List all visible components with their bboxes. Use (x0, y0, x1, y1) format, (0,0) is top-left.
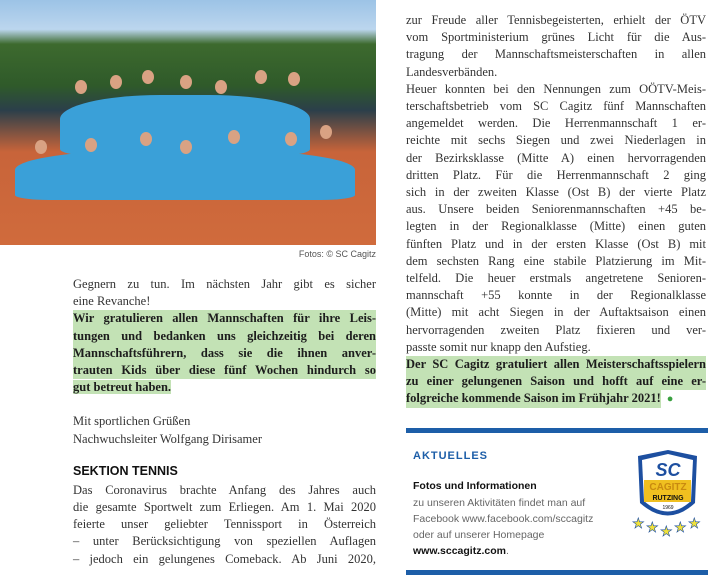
svg-text:★: ★ (646, 521, 659, 536)
signoff-line: Nachwuchsleiter Wolfgang Dirisamer (73, 431, 262, 446)
svg-text:★: ★ (632, 517, 645, 532)
svg-text:1969: 1969 (662, 505, 674, 511)
text-line: feierte unser geliebter Tennissport in Österreich (73, 517, 376, 532)
closing-highlight (406, 356, 706, 409)
text-line: telfeld. Die heuer erstmals angetretene Senioren- (406, 271, 706, 286)
svg-text:CAGITZ: CAGITZ (649, 482, 687, 493)
text-line: (Mitte) mit acht Siegen in der Auftaktsaison einen (406, 305, 706, 320)
text-line: Gegnern zu tun. Im nächsten Jahr gibt es sicher (73, 277, 376, 291)
text-line: terschaftsbetrieb vom SC Cagitz fünf Mannschaften (406, 99, 706, 114)
text-line: legten in der Regionalklasse (Mitte) einen guten (406, 219, 706, 234)
text-line: tragung der Mannschaftsmeisterschaften in allen (406, 47, 706, 62)
text-line: aus. Unsere beiden Seniorenmannschaften +45 be- (406, 202, 706, 217)
sc-cagitz-logo (630, 448, 705, 543)
text-line: mannschaft +55 konnte in der Regionalklasse (406, 288, 706, 303)
text-line: angemeldet werden. Die Herrenmannschaft 1 er- (406, 116, 706, 131)
text-line[interactable]: Facebook www.facebook.com/sccagitz (413, 512, 594, 525)
highlight-line: Der SC Cagitz gratuliert allen Meisterschaftsspielern (406, 356, 706, 373)
right-column (406, 12, 706, 409)
text-line: Landesverbänden. (406, 64, 498, 79)
text-line: dritten Platz. Für die Herrenmannschaft 2 ging (406, 167, 706, 182)
homepage-link[interactable]: www.sccagitz.com (413, 545, 506, 558)
team-photo (0, 0, 376, 245)
text-line: dem sechsten Rang eine stabile Platzierung im Mit- (406, 253, 706, 268)
text-line: – jedoch ein gelungenes Comeback. Ab Juni 2020, (73, 551, 376, 566)
photo-caption: Fotos: © SC Cagitz (298, 249, 376, 259)
text-line: eine Revanche! (73, 294, 151, 309)
text-line: oder auf unserer Homepage (413, 529, 545, 542)
highlight-line: Wir gratulieren allen Mannschaften für ihre Leis- (73, 310, 376, 327)
text-line: zu unseren Aktivitäten findet man auf (413, 496, 586, 509)
punctuation: . (505, 545, 509, 558)
text-line: der Bezirksklasse (Mitte A) einen hervorragenden (406, 150, 706, 165)
svg-text:SC: SC (655, 460, 681, 480)
tennis-ball-icon: ● (666, 393, 674, 406)
text-line: zur Freude aller Tennisbegeisterten, erhielt der ÖTV (406, 13, 706, 27)
highlight-line: trauten Kids über diese fünf Wochen hindurch so (73, 362, 376, 379)
text-line: reichte mit sechs Siegen und zwei Niederlagen in (406, 133, 706, 148)
highlight-text: gut betreut haben. (73, 380, 172, 395)
text-line: sich in der zweiten Klasse (Ost B) der vierte Platz (406, 185, 706, 200)
left-column (73, 276, 376, 568)
text-line: vom Sportministerium grünes Licht für die Aus- (406, 30, 706, 45)
signoff-line: Mit sportlichen Grüßen (73, 414, 191, 429)
text-line: passte somit nur knapp den Aufstieg. (406, 339, 591, 354)
divider (406, 570, 708, 575)
text-line: hervorragenden zweiten Platz fixieren und ver- (406, 322, 706, 337)
highlight-line: zu einer gelungenen Saison und hofft auf eine er- (406, 373, 706, 390)
highlight-line: tungen und bedanken uns gleichzeitig bei deren (73, 328, 376, 345)
highlight-line: Mannschaftsführern, dass sie die ihnen anver- (73, 345, 376, 362)
text-line: Das Coronavirus brachte Anfang des Jahres auch (73, 482, 376, 497)
svg-text:★: ★ (688, 517, 701, 532)
section-heading: SEKTION TENNIS (73, 463, 178, 478)
aktuelles-box (413, 448, 623, 560)
aktuelles-title: AKTUELLES (413, 450, 488, 462)
svg-text:RUTZING: RUTZING (652, 495, 684, 502)
text-line: – unter Berücksichtigung von speziellen Auflagen (73, 534, 376, 549)
text-line: die gesamte Sportwelt zum Erliegen. Am 1. Mai 2020 (73, 500, 376, 515)
divider (406, 428, 708, 433)
text-line: fünften Platz und in der ersten Klasse (Ost B) mit (406, 236, 706, 251)
svg-text:★: ★ (674, 521, 687, 536)
highlight-line: folgreiche kommende Saison im Frühjahr 2021! (406, 390, 661, 407)
aktuelles-subtitle: Fotos und Informationen (413, 480, 537, 493)
svg-text:★: ★ (660, 525, 673, 540)
highlight-line (73, 379, 376, 396)
text-line: Heuer konnten bei den Nennungen zum OÖTV-Meis- (406, 81, 706, 96)
